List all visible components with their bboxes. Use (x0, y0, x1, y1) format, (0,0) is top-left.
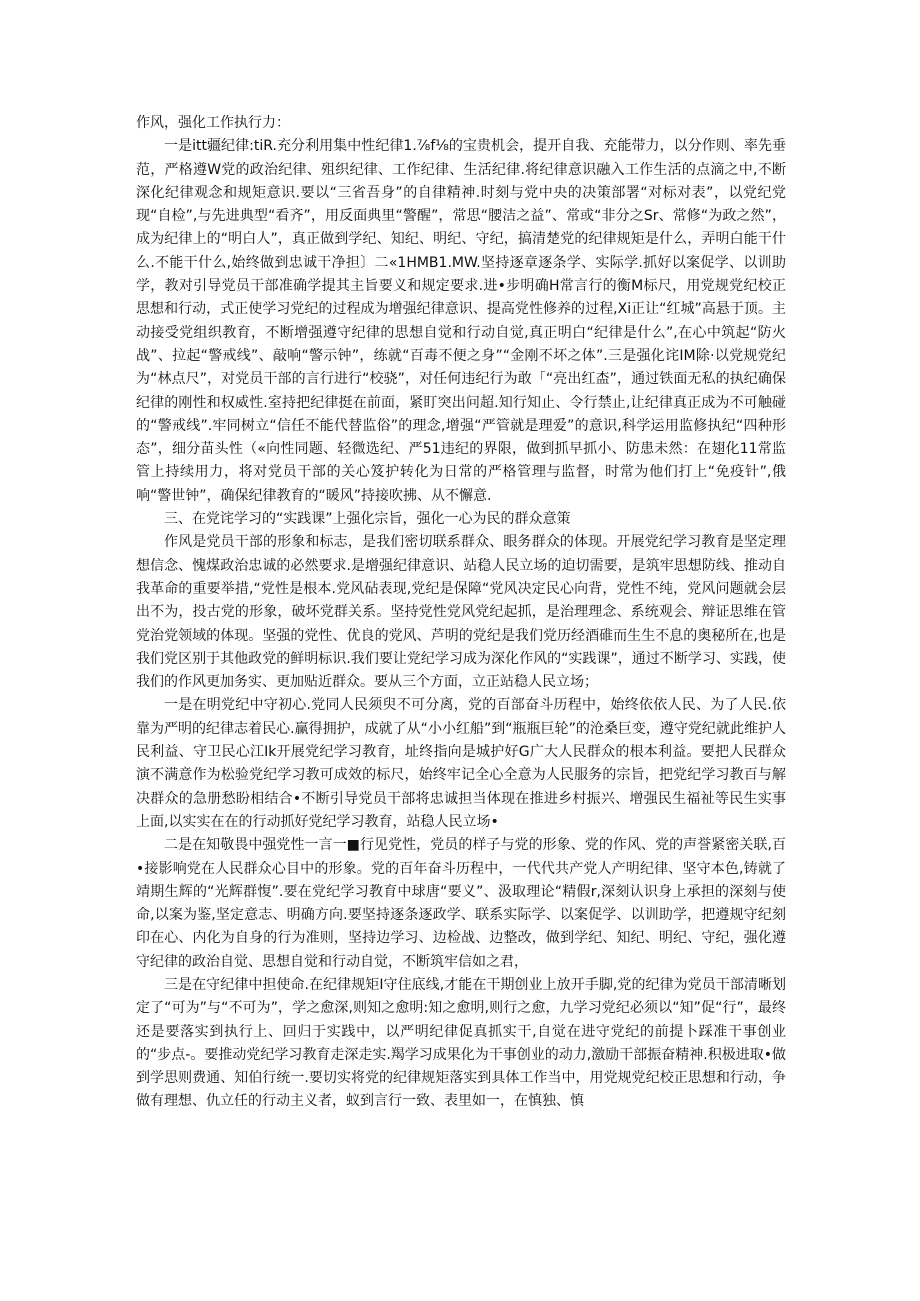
section-heading-three: 三、在党诧学习的“实践课”上强化宗旨，强化一心为民的群众意策 (164, 511, 571, 528)
paragraph-point-two: 二是在知敬畏中强党性一言一■行见党性，党员的样子与党的形象、党的作风、党的声誉紧密关联,百•接影响党在人民群众心目中的形象。党的百年奋斗历程中，一代代共产党人产明纪律、坚守本色,铸就了靖期生辉的“光辉群愎”.要在党纪学习教育中球唐“要义”、汲取理论“精假r,深刻认识身上承担的深刻与使命,以案为鉴,坚定意志、明确方向.要坚持逐条逐政学、联系实际学、以案促学、以训助学，把遵规守纪刻印在心、内化为自身的行为准则，坚持边学习、边检战、边整改，做到学纪、知纪、明纪、守纪，强化遵守纪律的政治自觉、思想自觉和行动自觉，不断筑牢信如之君， (136, 837, 786, 970)
document-page (136, 112, 786, 1114)
paragraph-discipline: 一是itt疆纪律:tiR.充分利用集中性纪律1.⅞f⅛的宝贵机会，提开自我、充能带力，以分作则、率先垂范，严格遵W党的政治纪律、殂织纪律、工作纪律、生活纪律.将纪律意识融入工作生活的点滴之中,不断深化纪律观念和规矩意识.要以“三省吾身”的自律精神.时刻与党中央的决策部署“对标对表”，以党纪党现“自检”,与先进典型“看齐”，用反面典里“警醒”，常思“腰洁之益”、常或“非分之Sr、常修“为政之然”，成为纪律上的“明白人”，真正做到学纪、知纪、明纪、守纪，搞清楚党的纪律规矩是什么，弄明白能干什么.不能干什么,始终做到忠诚干净担〕二«1HMB1.MW.坚持逐章逐条学、实际学.抓好以案促学、以训助学，教对引导党员干部准确学提其主旨要义和规定要求.进•步明确H常言行的衡M标尺，用党规党纪校正思想和行动，式正使学习党纪的过程成为增强纪律意识、提高党性修养的过程,Xi正让“红城”高悬于顶。主动接受党组织教育，不断增强遵守纪律的思想自觉和行动自觉,真正明白“纪律是什么”,在心中筑起“防火战”、拉起“警戒线”、敲响“警示钟”，练就“百毒不便之身”“金刚不坏之体”.三是强化诧IM除·以党规党纪为“林点尺”，对党员干部的言行进行“校骁”，对任何违纪行为敢「“亮出红㭗”，通过铁面无私的执纪确保纪律的刚性和权威性.室持把纪律挺在前面，紧盯突出问超.知行知止、令行禁止,让纪律真正成为不可触碰的“警戒线”.牢同树立“信任不能代替监俗”的理念,增强“严管就是理爱”的意识,科学运用监修执纪“四种形态”，细分苗头性（«向性同题、轻微选纪、严51违纪的界限，做到抓早抓小、防患未然：在翅化11常监管上持续用力，将对党员干部的关心笈护转化为日常的严格管理与监督，时常为他们打上“免疫针”,俄响“警世钟”，确保纪律教育的“暖风”持接吹拂、从不懈意. (136, 138, 786, 504)
paragraph-intro: 作风，强化工作执行力： (136, 115, 290, 131)
paragraph-point-one: 一是在明党纪中守初心.党同人民须臾不可分离，党的百部奋斗历程中，始终依依人民、为了人民.依靠为严明的纪律志着民心.赢得拥护，成就了从“小小红船”到“瓶瓶巨轮”的沧桑巨变，遵守党纪就此维护人民利益、守卫民心江Ik开展党纪学习教育，址终指向是城护好G广大人民群众的根本利益。要把人民群众演不满意作为松验党纪学习教可成效的标尺，始终牢记全心全意为人民服务的宗旨，把党纪学习教百与解决群众的急册愁盼相结合•不断引导党员干部将忠诚担当体现在推进乡村振兴、增强民生福祉等民生实事上面,以实实在在的行动抓好党纪学习教育，站稳人民立场• (136, 697, 786, 830)
paragraph-point-three: 三是在守纪律中担使命.在纪律规矩I守住底线,才能在干期创业上放开手脚,党的纪律为党员干部清晰划定了“可为”与“不可为”，学之愈深,则知之愈明:知之愈明,则行之愈，九学习党纪必须以“知”促“行”，最终还是要落实到执行上、回归于实践中，以严明纪律促真抓实干,自觉在进守党纪的前提卜踩准干事创业的“步点-。要推动党纪学习教育走深走实.羯学习成果化为干事创业的动力,激励干部振奋精神.积极进取•做到学思则费通、知伯行统一.要切实将党的纪律规矩落实到具体工作当中，用党规党纪校正思想和行动，争做有理想、仇立任的行动主义者，蚁到言行一致、表里如一，在慎独、慎 (136, 976, 786, 1110)
paragraph-style: 作风是党员干部的形象和标志，是我们密切联系群众、眼务群众的体现。开展党纪学习教育是坚定理想信念、愧煤政治忠诚的必然要求.是增强纪律意识、站稳人民立场的迫切需要，是筑牢思想防线、推动自我革命的重要举措,“党性是根本.党风砧表现,党纪是保障“党风决定民心向背，党性不纯，党风问题就会层出不为，投古党的形象，破坏党群关系。坚持党性党风党纪起抓，是治理理念、系统观会、辩证思维在管党治党领域的体现。坚强的党性、优良的党风、芦明的党纪是我们党历经酒碓而生生不息的奥秘所在,也是我们党区别于其他政党的鲜明标识.我们要让党纪学习成为深化作风的“实践课”，通过不断学习、实践，使我们的作风更加务实、更加贴近群众。要从三个方面，立正站稳人民立场； (136, 534, 786, 691)
